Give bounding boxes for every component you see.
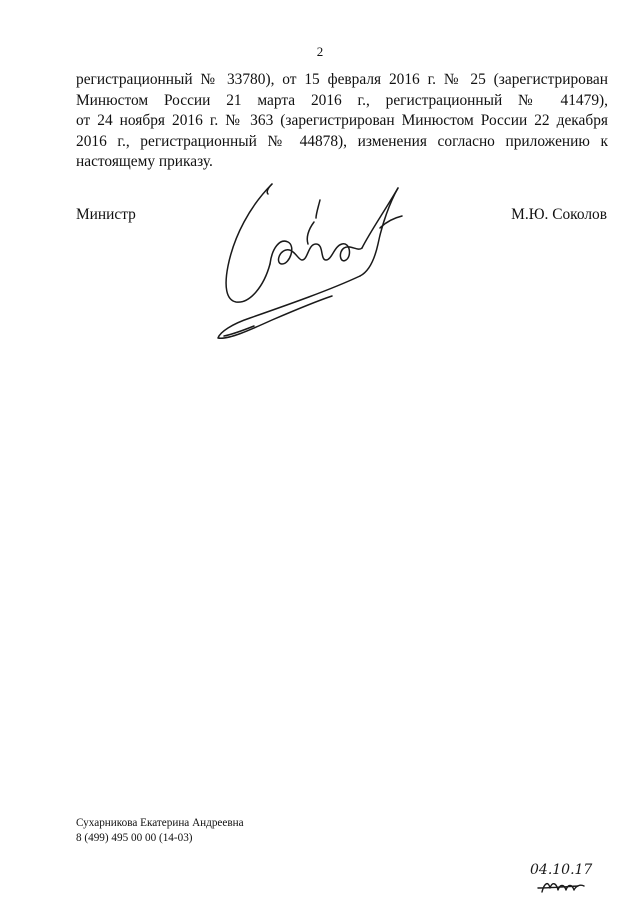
initials-mark [538,884,584,892]
handwritten-date-text: 04.10.17 [530,862,593,878]
body-line: настоящему приказу. [76,153,213,170]
body-line: регистрационный № 33780), от 15 февраля 2016 г. № 25 (зарегистрирован [76,71,608,88]
signatory-name: М.Ю. Соколов [511,206,607,223]
body-line: Минюстом России 21 марта 2016 г., регистрационный № 41479), [76,91,608,109]
executor-phone: 8 (499) 495 00 00 (14-03) [76,832,193,844]
signatory-title: Министр [76,206,136,223]
handwritten-date-note [528,858,598,898]
signature-image [210,168,420,346]
executor-name: Сухарникова Екатерина Андреевна [76,817,244,829]
body-paragraph [76,70,608,173]
body-line: от 24 ноября 2016 г. № 363 (зарегистрирован Минюстом России 22 декабря [76,112,608,129]
page-number: 2 [316,44,324,59]
body-line: 2016 г., регистрационный № 44878), изменения согласно приложению к [76,132,608,150]
executor-block [76,816,244,846]
